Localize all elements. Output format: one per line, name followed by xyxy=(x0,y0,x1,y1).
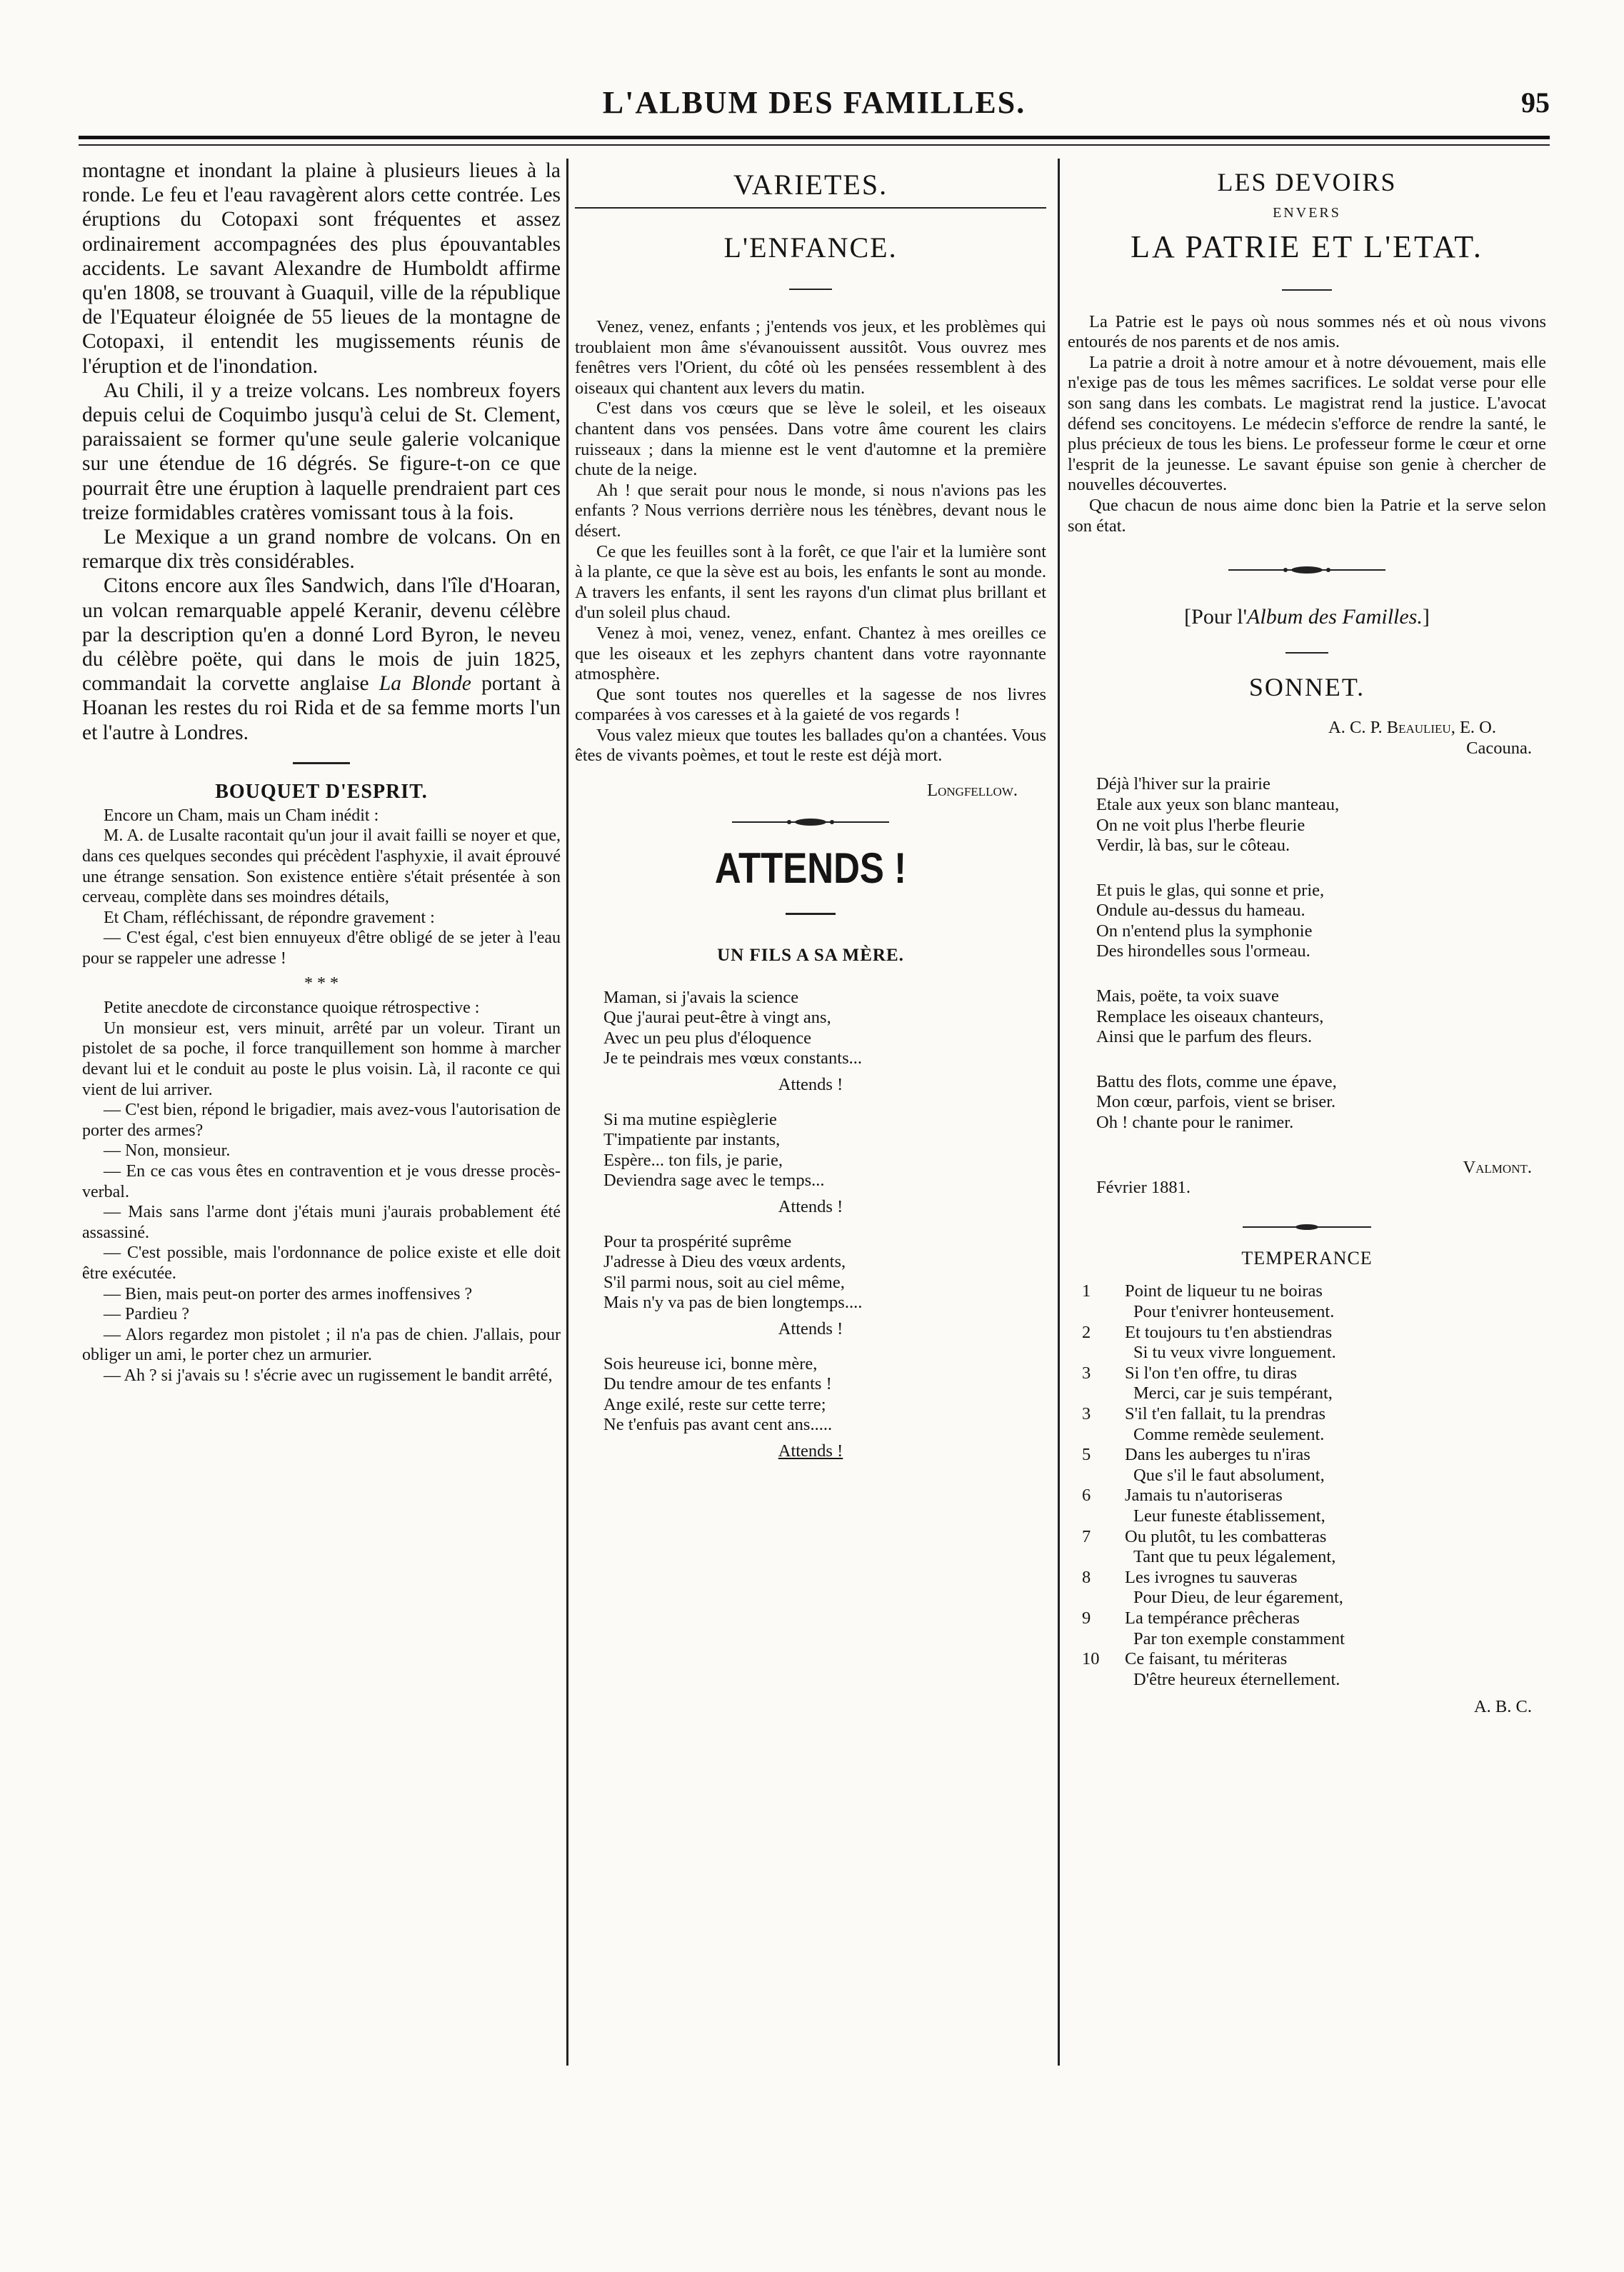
temperance-list xyxy=(1068,1281,1546,1690)
column-3 xyxy=(1068,159,1546,1718)
date: Février 1881. xyxy=(1096,1178,1191,1198)
verse-line: Remplace les oiseaux chanteurs, xyxy=(1096,1006,1324,1026)
list-item: 8 Les ivrognes tu sauveras Pour Dieu, de leur égarement, xyxy=(1082,1567,1343,1608)
verse-line: On ne voit plus l'herbe fleurie xyxy=(1096,815,1305,835)
list-item: 9 La tempérance prêcheras Par ton exemple constamment xyxy=(1082,1608,1345,1648)
paragraph: Le Mexique a un grand nombre de volcans. On en remarque dix très considérables. xyxy=(82,526,561,574)
verse-line: Ainsi que le parfum des fleurs. xyxy=(1096,1027,1313,1047)
section-rule xyxy=(575,207,1046,209)
list-item: 6 Jamais tu n'autoriseras Leur funeste établissement, xyxy=(1082,1486,1325,1526)
verse-line: On n'entend plus la symphonie xyxy=(1096,921,1313,941)
refrain: Attends ! xyxy=(778,1075,843,1095)
paragraph: montagne et inondant la plaine à plusieurs lieues à la ronde. Le feu et l'eau ravagèrent alors cette contrée. Les éruptions du Cotopaxi sont fréquentes et assez ordinairement accompagnées des plus épouvantables accidents. Le savant Alexandre de Humboldt affirme qu'en 1808, se trouvant à Guaquil, ville de la république de l'Equateur éloignée de 55 lieues de la montagne de Cotopaxi, il entendit les mugissements réunis de l'éruption et de l'inondation. xyxy=(82,159,561,378)
poem-title-sonnet: SONNET. xyxy=(1248,673,1365,702)
separator xyxy=(293,762,350,764)
stanza xyxy=(1068,774,1546,856)
separator xyxy=(1285,652,1328,654)
article-title-devoirs: LES DEVOIRS xyxy=(1217,168,1397,196)
header-rule-thin xyxy=(79,144,1550,146)
verse-line: Mon cœur, parfois, vient se briser. xyxy=(1096,1092,1336,1112)
list-item: 10 Ce faisant, tu mériteras D'être heureux éternellement. xyxy=(1082,1649,1340,1689)
column-divider-1 xyxy=(566,159,568,2066)
verse-line: Verdir, là bas, sur le côteau. xyxy=(1096,836,1290,856)
stanza xyxy=(1068,1072,1546,1134)
paragraph: — Pardieu ? xyxy=(104,1305,189,1324)
verse-line: Déjà l'hiver sur la prairie xyxy=(1096,774,1270,794)
poem-subtitle: UN FILS A SA MÈRE. xyxy=(717,945,904,965)
article-title-patrie: LA PATRIE ET L'ETAT. xyxy=(1131,229,1483,264)
paragraph: — C'est égal, c'est bien ennuyeux d'être obligé de se jeter à l'eau pour se rappeler une adresse ! xyxy=(82,929,561,969)
verse-line: Je te peindrais mes vœux constants... xyxy=(603,1049,862,1069)
paragraph: — Ah ? si j'avais su ! s'écrie avec un rugissement le bandit arrêté, xyxy=(104,1366,553,1385)
verse-line: Que j'aurai peut-être à vingt ans, xyxy=(603,1008,831,1028)
stanza xyxy=(1068,881,1546,962)
paragraph: Venez à moi, venez, venez, enfant. Chantez à mes oreilles ce que les oiseaux et les zephyrs chantent dans votre rayonnante atmosphère. xyxy=(575,623,1046,684)
paragraph: Que sont toutes nos querelles et la sagesse de nos livres comparées à vos caresses et à la gaieté de vos regards ! xyxy=(575,684,1046,725)
verse-line: T'impatiente par instants, xyxy=(603,1130,781,1150)
paragraph: Et Cham, réfléchissant, de répondre gravement : xyxy=(104,908,435,927)
stanza xyxy=(575,1232,1046,1313)
paragraph: C'est dans vos cœurs que se lève le soleil, et les oiseaux chantent dans vos pensées. Dans votre âme courent les clairs ruisseaux ; dans la mienne est le vent d'automne et la première chute de la neige. xyxy=(575,399,1046,480)
verse-line: Des hirondelles sous l'ormeau. xyxy=(1096,941,1310,961)
verse-line: Du tendre amour de tes enfants ! xyxy=(603,1374,832,1394)
paragraph: Venez, venez, enfants ; j'entends vos jeux, et les problèmes qui troublaient mon âme s'évanouissent aussitôt. Vous ouvrez mes fenêtres vers l'Orient, du côté où les pensées ressemblent à des oiseaux qui chantent aux levers du matin. xyxy=(575,317,1046,398)
list-item: 5 Dans les auberges tu n'iras Que s'il le faut absolument, xyxy=(1082,1445,1325,1485)
journal-title: L'ALBUM DES FAMILLES. xyxy=(602,85,1026,120)
verse-line: Battu des flots, comme une épave, xyxy=(1096,1071,1337,1091)
paragraph: Ah ! que serait pour nous le monde, si nous n'avions pas les enfants ? Nous verrions derrière nous les ténèbres, devant nous le désert. xyxy=(575,480,1046,541)
verse-line: Ne t'enfuis pas avant cent ans..... xyxy=(603,1415,833,1435)
list-item: 3 Si l'on t'en offre, tu diras Merci, car je suis tempérant, xyxy=(1082,1363,1333,1403)
verse-line: Mais n'y va pas de bien longtemps.... xyxy=(603,1293,863,1313)
refrain: Attends ! xyxy=(778,1318,843,1338)
separator xyxy=(1282,289,1332,291)
asterism: * * * xyxy=(304,974,339,993)
list-item: 7 Ou plutôt, tu les combatteras Tant que tu peux légalement, xyxy=(1082,1526,1336,1567)
verse-line: Etale aux yeux son blanc manteau, xyxy=(1096,794,1340,814)
paragraph: M. A. de Lusalte racontait qu'un jour il avait failli se noyer et que, dans ces quelques secondes qui précèdent l'asphyxie, il avait éprouvé une étrange sensation. Son existence entière s'était présentée à son cerveau, complète dans ses moindres détails, xyxy=(82,826,561,907)
header-rule xyxy=(79,136,1550,139)
verse-line: J'adresse à Dieu des vœux ardents, xyxy=(603,1252,846,1272)
column-1 xyxy=(82,159,561,1386)
paragraph: Ce que les feuilles sont à la forêt, ce que l'air et la lumière sont à la plante, ce que la sève est au bois, les enfants le sont au monde. A travers les enfants, il sent les rayons d'un climat plus brillant et d'un soleil plus chaud. xyxy=(575,541,1046,623)
verse-line: Oh ! chante pour le ranimer. xyxy=(1096,1113,1294,1133)
stanza xyxy=(1068,986,1546,1048)
page-number: 95 xyxy=(1521,86,1550,119)
verse-line: Espère... ton fils, je parie, xyxy=(603,1150,783,1170)
paragraph: Un monsieur est, vers minuit, arrêté par un voleur. Tirant un pistolet de sa poche, il force tranquillement son homme à marcher devant lui et le conduit au poste le plus voisin. Là, il raconte ce qui vient de lui arriver. xyxy=(82,1019,561,1099)
verse-line: S'il parmi nous, soit au ciel même, xyxy=(603,1272,845,1292)
ornament-divider xyxy=(1228,565,1385,575)
paragraph: La Patrie est le pays où nous sommes nés et où nous vivons entourés de nos parents et de nos amis. xyxy=(1068,311,1546,352)
list-item: 1 Point de liqueur tu ne boiras Pour t'enivrer honteusement. xyxy=(1082,1281,1335,1321)
article-title-attends: ATTENDS ! xyxy=(714,844,907,892)
verse-line: Deviendra sage avec le temps... xyxy=(603,1171,825,1191)
paragraph: Petite anecdote de circonstance quoique rétrospective : xyxy=(104,999,480,1018)
bouquet-section xyxy=(82,779,561,1386)
poem-author: A. C. P. Beaulieu, E. O. xyxy=(1328,718,1496,738)
article-title-enfance: L'ENFANCE. xyxy=(723,231,898,264)
paragraph: Citons encore aux îles Sandwich, dans l'île d'Hoaran, un volcan remarquable appelé Keranir, devenu célèbre par la description qu'en a donné Lord Byron, le neveu du célèbre poëte, qui dans le mois de juin 1825, commandait la corvette anglaise La Blonde portant à Hoanan les restes du roi Rida et de sa femme morts l'un et l'autre à Londres. xyxy=(82,574,561,744)
article-title-envers: ENVERS xyxy=(1273,205,1341,221)
paragraph: — Bien, mais peut-on porter des armes inoffensives ? xyxy=(104,1284,473,1303)
paragraph: — Non, monsieur. xyxy=(104,1141,231,1161)
paragraph: — Alors regardez mon pistolet ; il n'a pas de chien. J'allais, pour obliger un ami, le porter chez un armurier. xyxy=(82,1325,561,1365)
section-title-varietes: VARIETES. xyxy=(733,169,888,201)
column-2 xyxy=(575,159,1046,1476)
paragraph: — C'est bien, répond le brigadier, mais avez-vous l'autorisation de porter des armes? xyxy=(82,1101,561,1140)
page-header xyxy=(79,79,1550,136)
paragraph: Au Chili, il y a treize volcans. Les nombreux foyers depuis celui de Coquimbo jusqu'à celui de St. Clement, paraissaient se former qu'une seule galerie volcanique sur une étendue de 16 dégrés. Se figure-t-on ce que pourrait être une éruption à laquelle prendraient part ces treize formidables cratères vomissant tous à la fois. xyxy=(82,379,561,524)
list-item: 3 S'il t'en fallait, tu la prendras Comme remède seulement. xyxy=(1082,1403,1325,1444)
attribution: [Pour l'Album des Familles.] xyxy=(1184,605,1430,629)
paragraph: — C'est possible, mais l'ordonnance de police existe et elle doit être exécutée. xyxy=(82,1243,561,1283)
paragraph: — Mais sans l'arme dont j'étais muni j'aurais probablement été assassiné. xyxy=(82,1203,561,1242)
verse-line: Mais, poëte, ta voix suave xyxy=(1096,986,1279,1006)
refrain: Attends ! xyxy=(778,1197,843,1216)
verse-line: Et puis le glas, qui sonne et prie, xyxy=(1096,880,1325,900)
ornament-divider xyxy=(732,817,889,827)
poem-sonnet xyxy=(1068,774,1546,1133)
paragraph: Que chacun de nous aime donc bien la Patrie et la serve selon son état. xyxy=(1068,495,1546,536)
signature: A. B. C. xyxy=(1473,1697,1532,1717)
verse-line: Avec un peu plus d'éloquence xyxy=(603,1028,812,1048)
verse-line: Ange exilé, reste sur cette terre; xyxy=(603,1394,826,1414)
stanza xyxy=(575,1354,1046,1436)
refrain: Attends ! xyxy=(778,1441,843,1461)
verse-line: Pour ta prospérité suprême xyxy=(603,1231,792,1251)
section-title: BOUQUET D'ESPRIT. xyxy=(215,780,428,803)
stanza xyxy=(575,1110,1046,1191)
paragraph: — En ce cas vous êtes en contravention et je vous dresse procès-verbal. xyxy=(82,1161,561,1201)
verse-line: Si ma mutine espièglerie xyxy=(603,1109,777,1129)
poem-attends xyxy=(575,988,1046,1462)
paragraph: La patrie a droit à notre amour et à notre dévouement, mais elle n'exige pas de tous les mêmes sacrifices. Le soldat verse pour elle son sang dans les combats. Le magistrat rend la justice. L'avocat défend ses concitoyens. Le médecin s'efforce de rendre la santé, le plus précieux de tous les biens. Le professeur forme le cœur et orne l'esprit de la jeunesse. Le savant épuise son genie à chercher de nouvelles découvertes. xyxy=(1068,352,1546,495)
verse-line: Sois heureuse ici, bonne mère, xyxy=(603,1353,818,1373)
signature: Valmont. xyxy=(1463,1157,1532,1177)
verse-line: Maman, si j'avais la science xyxy=(603,987,799,1007)
stanza xyxy=(575,988,1046,1069)
paragraph: Encore un Cham, mais un Cham inédit : xyxy=(104,806,379,825)
list-item: 2 Et toujours tu t'en abstiendras Si tu veux vivre longuement. xyxy=(1082,1322,1336,1363)
poem-place: Cacouna. xyxy=(1466,738,1532,758)
signature: Longfellow. xyxy=(927,781,1018,801)
separator xyxy=(786,913,836,915)
verse-line: Ondule au-dessus du hameau. xyxy=(1096,901,1305,921)
paragraph: Vous valez mieux que toutes les ballades qu'on a chantées. Vous êtes de vivants poèmes, et tout le reste est déjà mort. xyxy=(575,725,1046,766)
ornament-divider xyxy=(1243,1223,1371,1231)
separator xyxy=(789,289,832,290)
column-divider-2 xyxy=(1058,159,1060,2066)
poem-title-temperance: TEMPERANCE xyxy=(1241,1247,1373,1268)
